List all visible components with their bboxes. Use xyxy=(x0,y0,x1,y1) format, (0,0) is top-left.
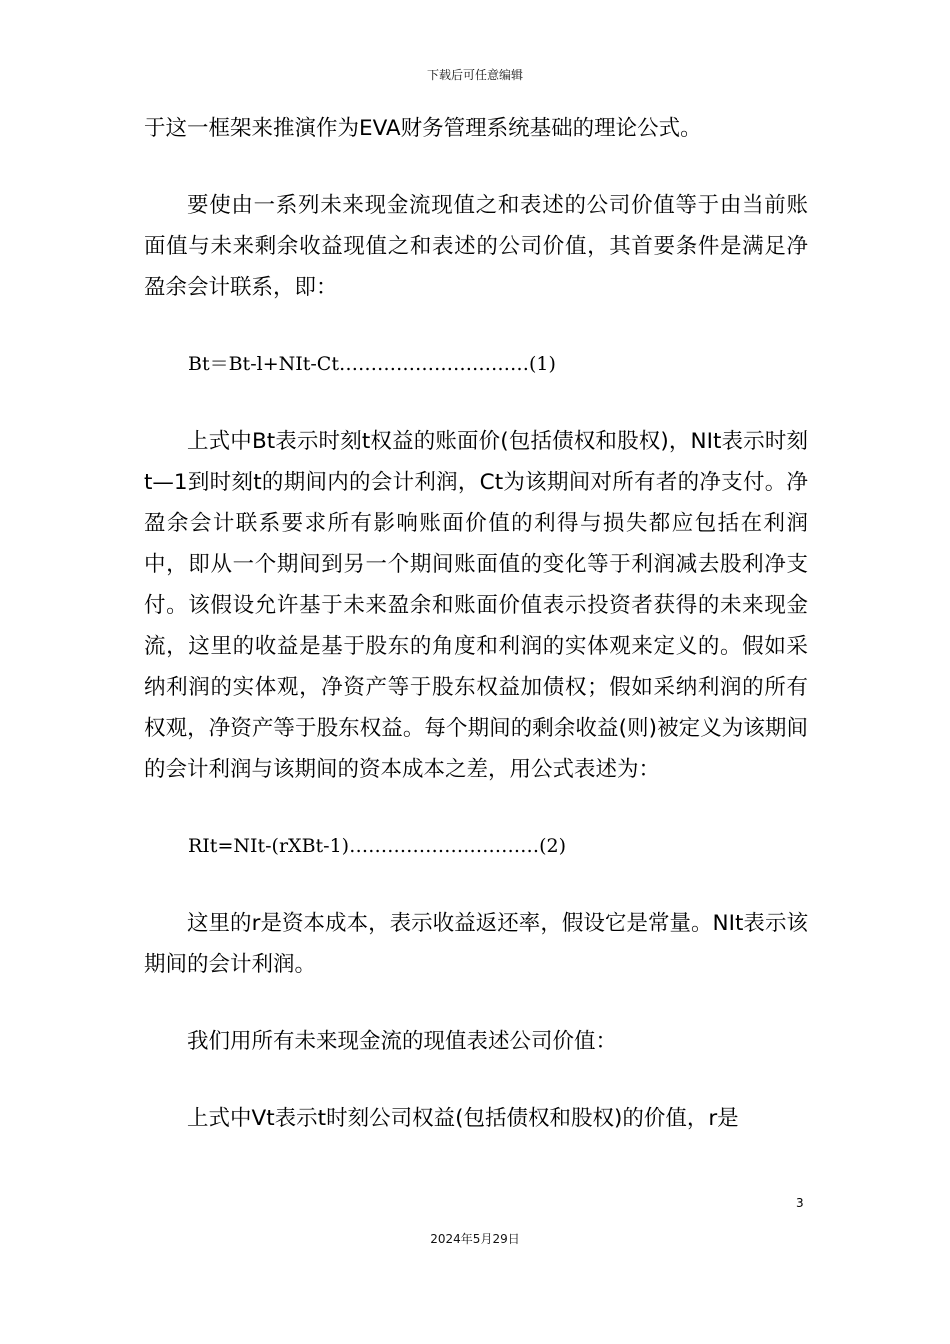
paragraph-company-value: 我们用所有未来现金流的现值表述公司价值： xyxy=(187,1029,618,1054)
page-footer-date: 2024年5月29日 xyxy=(430,1232,520,1246)
formula-2: RIt=NIt-(rXBt-1)…………………………(2) xyxy=(188,835,567,857)
page-number: 3 xyxy=(796,1196,804,1210)
paragraph-continuation: 于这一框架来推演作为EVA财务管理系统基础的理论公式。 xyxy=(144,116,702,141)
paragraph-clean-surplus-intro: 要使由一系列未来现金流现值之和表述的公司价值等于由当前账面值与未来剩余收益现值之和表述的公司价值，其首要条件是满足净盈余会计联系，即： xyxy=(144,193,808,300)
paragraph-vt-definition: 上式中Vt表示t时刻公司权益(包括债权和股权)的价值，r是 xyxy=(187,1106,739,1131)
document-body xyxy=(144,108,808,1139)
paragraph-cost-of-capital: 这里的r是资本成本，表示收益返还率，假设它是常量。NIt表示该期间的会计利润。 xyxy=(144,911,808,977)
formula-1: Bt＝Bt-l+NIt-Ct…………………………(1) xyxy=(188,353,556,375)
page-header: 下载后可任意编辑 xyxy=(426,68,523,82)
paragraph-formula-1-explanation: 上式中Bt表示时刻t权益的账面价(包括债权和股权)，NIt表示时刻t—1到时刻t的期间内的会计利润，Ct为该期间对所有者的净支付。净盈余会计联系要求所有影响账面价值的利得与损失都应包括在利润中，即从一个期间到另一个期间账面值的变化等于利润减去股利净支付。该假设允许基于未来盈余和账面价值表示投资者获得的未来现金流，这里的收益是基于股东的角度和利润的实体观来定义的。假如采纳利润的实体观，净资产等于股东权益加债权；假如采纳利润的所有权观，净资产等于股东权益。每个期间的剩余收益(则)被定义为该期间的会计利润与该期间的资本成本之差，用公式表述为： xyxy=(144,429,808,782)
